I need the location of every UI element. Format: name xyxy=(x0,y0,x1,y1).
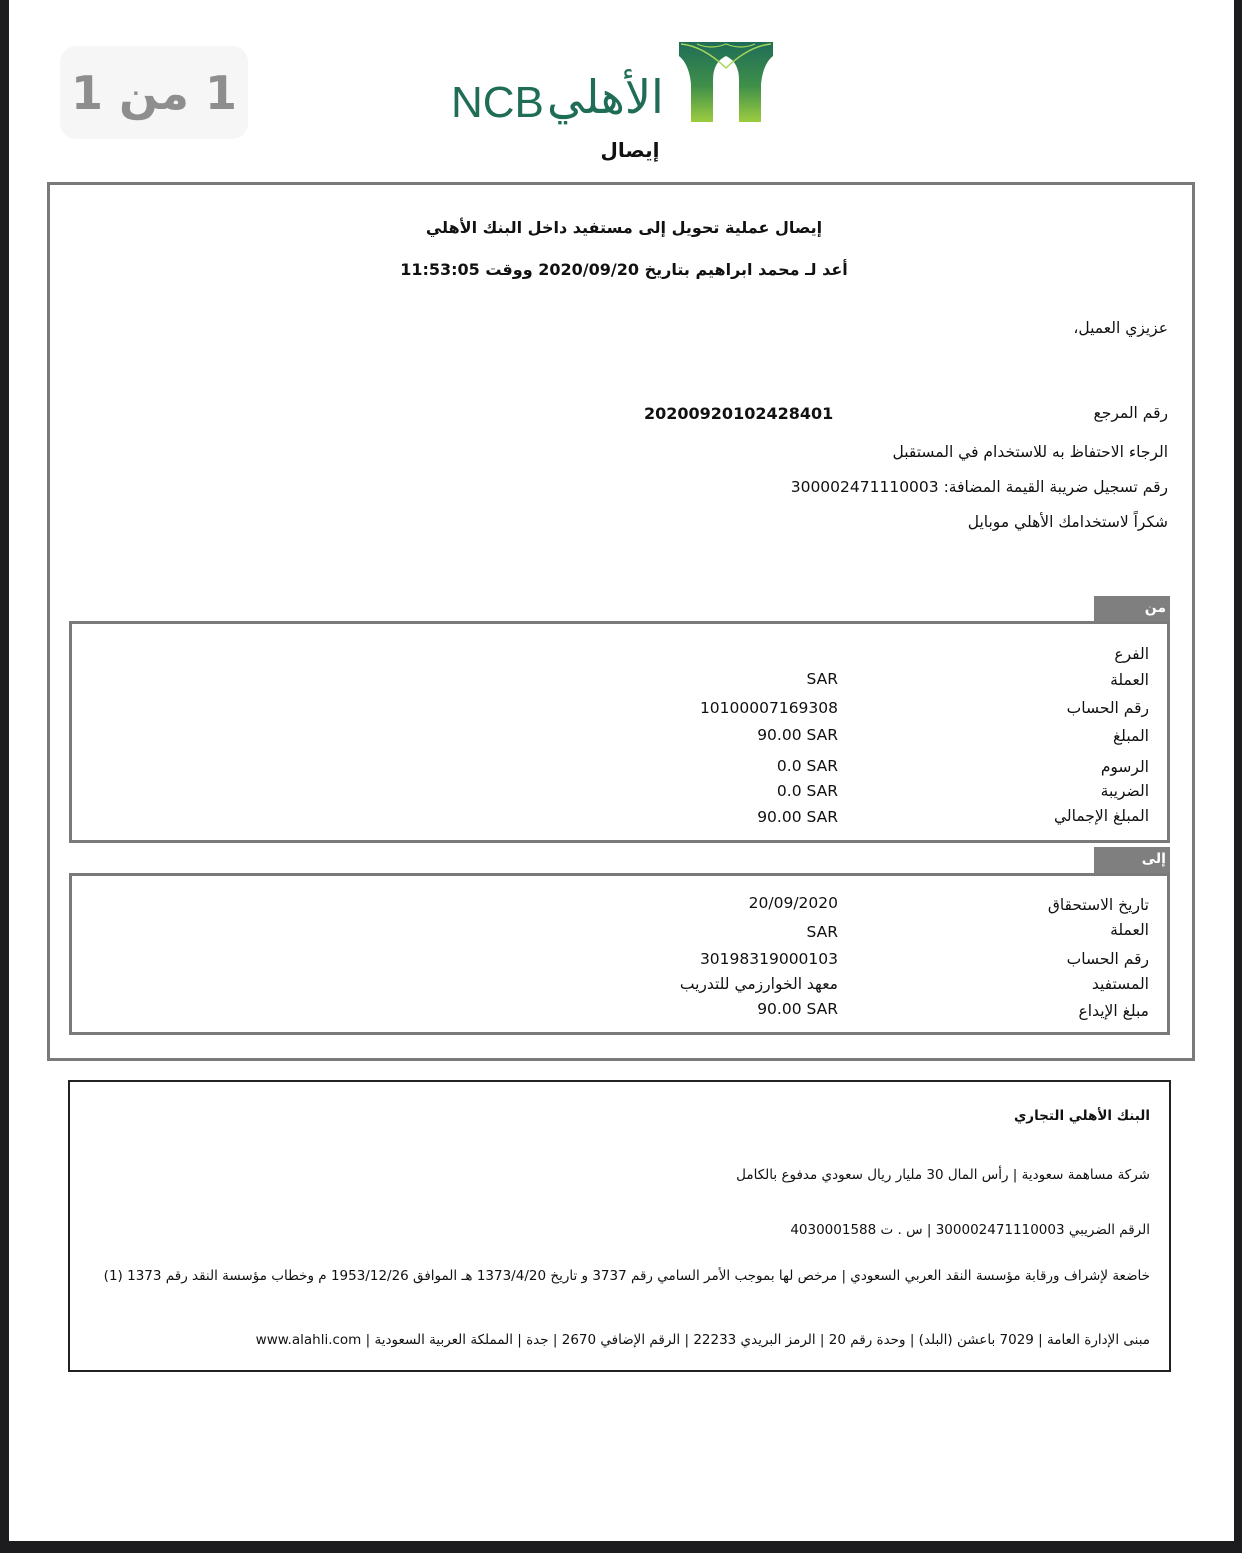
logo-latin-text: NCB xyxy=(451,78,544,127)
to-row-label: المستفيد xyxy=(1091,975,1149,993)
reference-number: 20200920102428401 xyxy=(644,404,834,423)
to-account-number: 30198319000103 xyxy=(699,950,838,968)
from-total: 90.00 SAR xyxy=(757,808,838,826)
document-title: إيصال xyxy=(600,138,660,162)
from-tax: 0.0 SAR xyxy=(776,782,838,800)
from-row-label: المبلغ xyxy=(1112,727,1149,745)
receipt-body xyxy=(47,182,1195,1061)
thanks-note: شكراً لاستخدامك الأهلي موبايل xyxy=(967,513,1168,531)
to-deposit-amount: 90.00 SAR xyxy=(757,1000,838,1018)
logo-arabic-text: الأهلي xyxy=(547,70,664,124)
to-row-label: تاريخ الاستحقاق xyxy=(1047,896,1149,914)
from-fees: 0.0 SAR xyxy=(776,757,838,775)
from-row-label: المبلغ الإجمالي xyxy=(1053,807,1149,825)
to-row-label: رقم الحساب xyxy=(1066,950,1149,968)
footer-bank-name: البنك الأهلي التجاري xyxy=(1013,1108,1150,1124)
prepared-for-line: أعد لـ محمد ابراهيم بتاريخ 2020/09/20 ووقت 11:53:05 xyxy=(400,260,848,279)
ncb-arch-icon xyxy=(677,40,775,124)
from-section xyxy=(69,621,1170,843)
from-row-label: العملة xyxy=(1110,671,1149,689)
keep-note: الرجاء الاحتفاظ به للاستخدام في المستقبل xyxy=(892,443,1168,461)
to-row-label: مبلغ الإيداع xyxy=(1078,1002,1149,1020)
ncb-logo xyxy=(449,38,779,128)
footer-company-info: شركة مساهمة سعودية | رأس المال 30 مليار ريال سعودي مدفوع بالكامل xyxy=(736,1167,1150,1183)
footer-regulation: خاضعة لإشراف ورقابة مؤسسة النقد العربي السعودي | مرخص لها بموجب الأمر السامي رقم 3737 و تاريخ 1373/4/20 هـ الموافق 1953/12/26 م وخطاب مؤسسة النقد رقم 1373 (1) xyxy=(103,1268,1150,1284)
vat-registration: رقم تسجيل ضريبة القيمة المضافة: 300002471110003 xyxy=(790,478,1168,496)
footer-tax-info: الرقم الضريبي 300002471110003 | س . ت 4030001588 xyxy=(790,1222,1150,1238)
greeting: عزيزي العميل، xyxy=(1073,319,1168,337)
to-row-label: العملة xyxy=(1110,921,1149,939)
to-section xyxy=(69,873,1170,1035)
bank-footer xyxy=(68,1080,1171,1372)
receipt-heading: إيصال عملية تحويل إلى مستفيد داخل البنك الأهلي xyxy=(425,218,823,237)
reference-label: رقم المرجع xyxy=(1093,404,1168,422)
to-beneficiary: معهد الخوارزمي للتدريب xyxy=(679,975,838,993)
from-row-label: الرسوم xyxy=(1100,758,1149,776)
page-indicator xyxy=(60,46,248,139)
to-currency: SAR xyxy=(806,923,838,941)
from-row-label: الضريبة xyxy=(1100,782,1149,800)
from-account-number: 10100007169308 xyxy=(699,699,838,717)
from-section-tab: من xyxy=(1094,596,1170,624)
from-row-label: رقم الحساب xyxy=(1066,699,1149,717)
from-row-label: الفرع xyxy=(1114,645,1149,663)
footer-address: مبنى الإدارة العامة | 7029 باعشن (البلد) | وحدة رقم 20 | الرمز البريدي 22233 | الرقم الإضافي 2670 | جدة | المملكة العربية السعودية | www.alahli.com xyxy=(255,1332,1150,1348)
to-section-tab: إلى xyxy=(1094,847,1170,875)
from-amount: 90.00 SAR xyxy=(757,726,838,744)
from-row-value: SAR xyxy=(806,670,838,688)
to-due-date: 20/09/2020 xyxy=(748,894,838,912)
page-indicator-text: 1 من 1 xyxy=(71,65,237,120)
